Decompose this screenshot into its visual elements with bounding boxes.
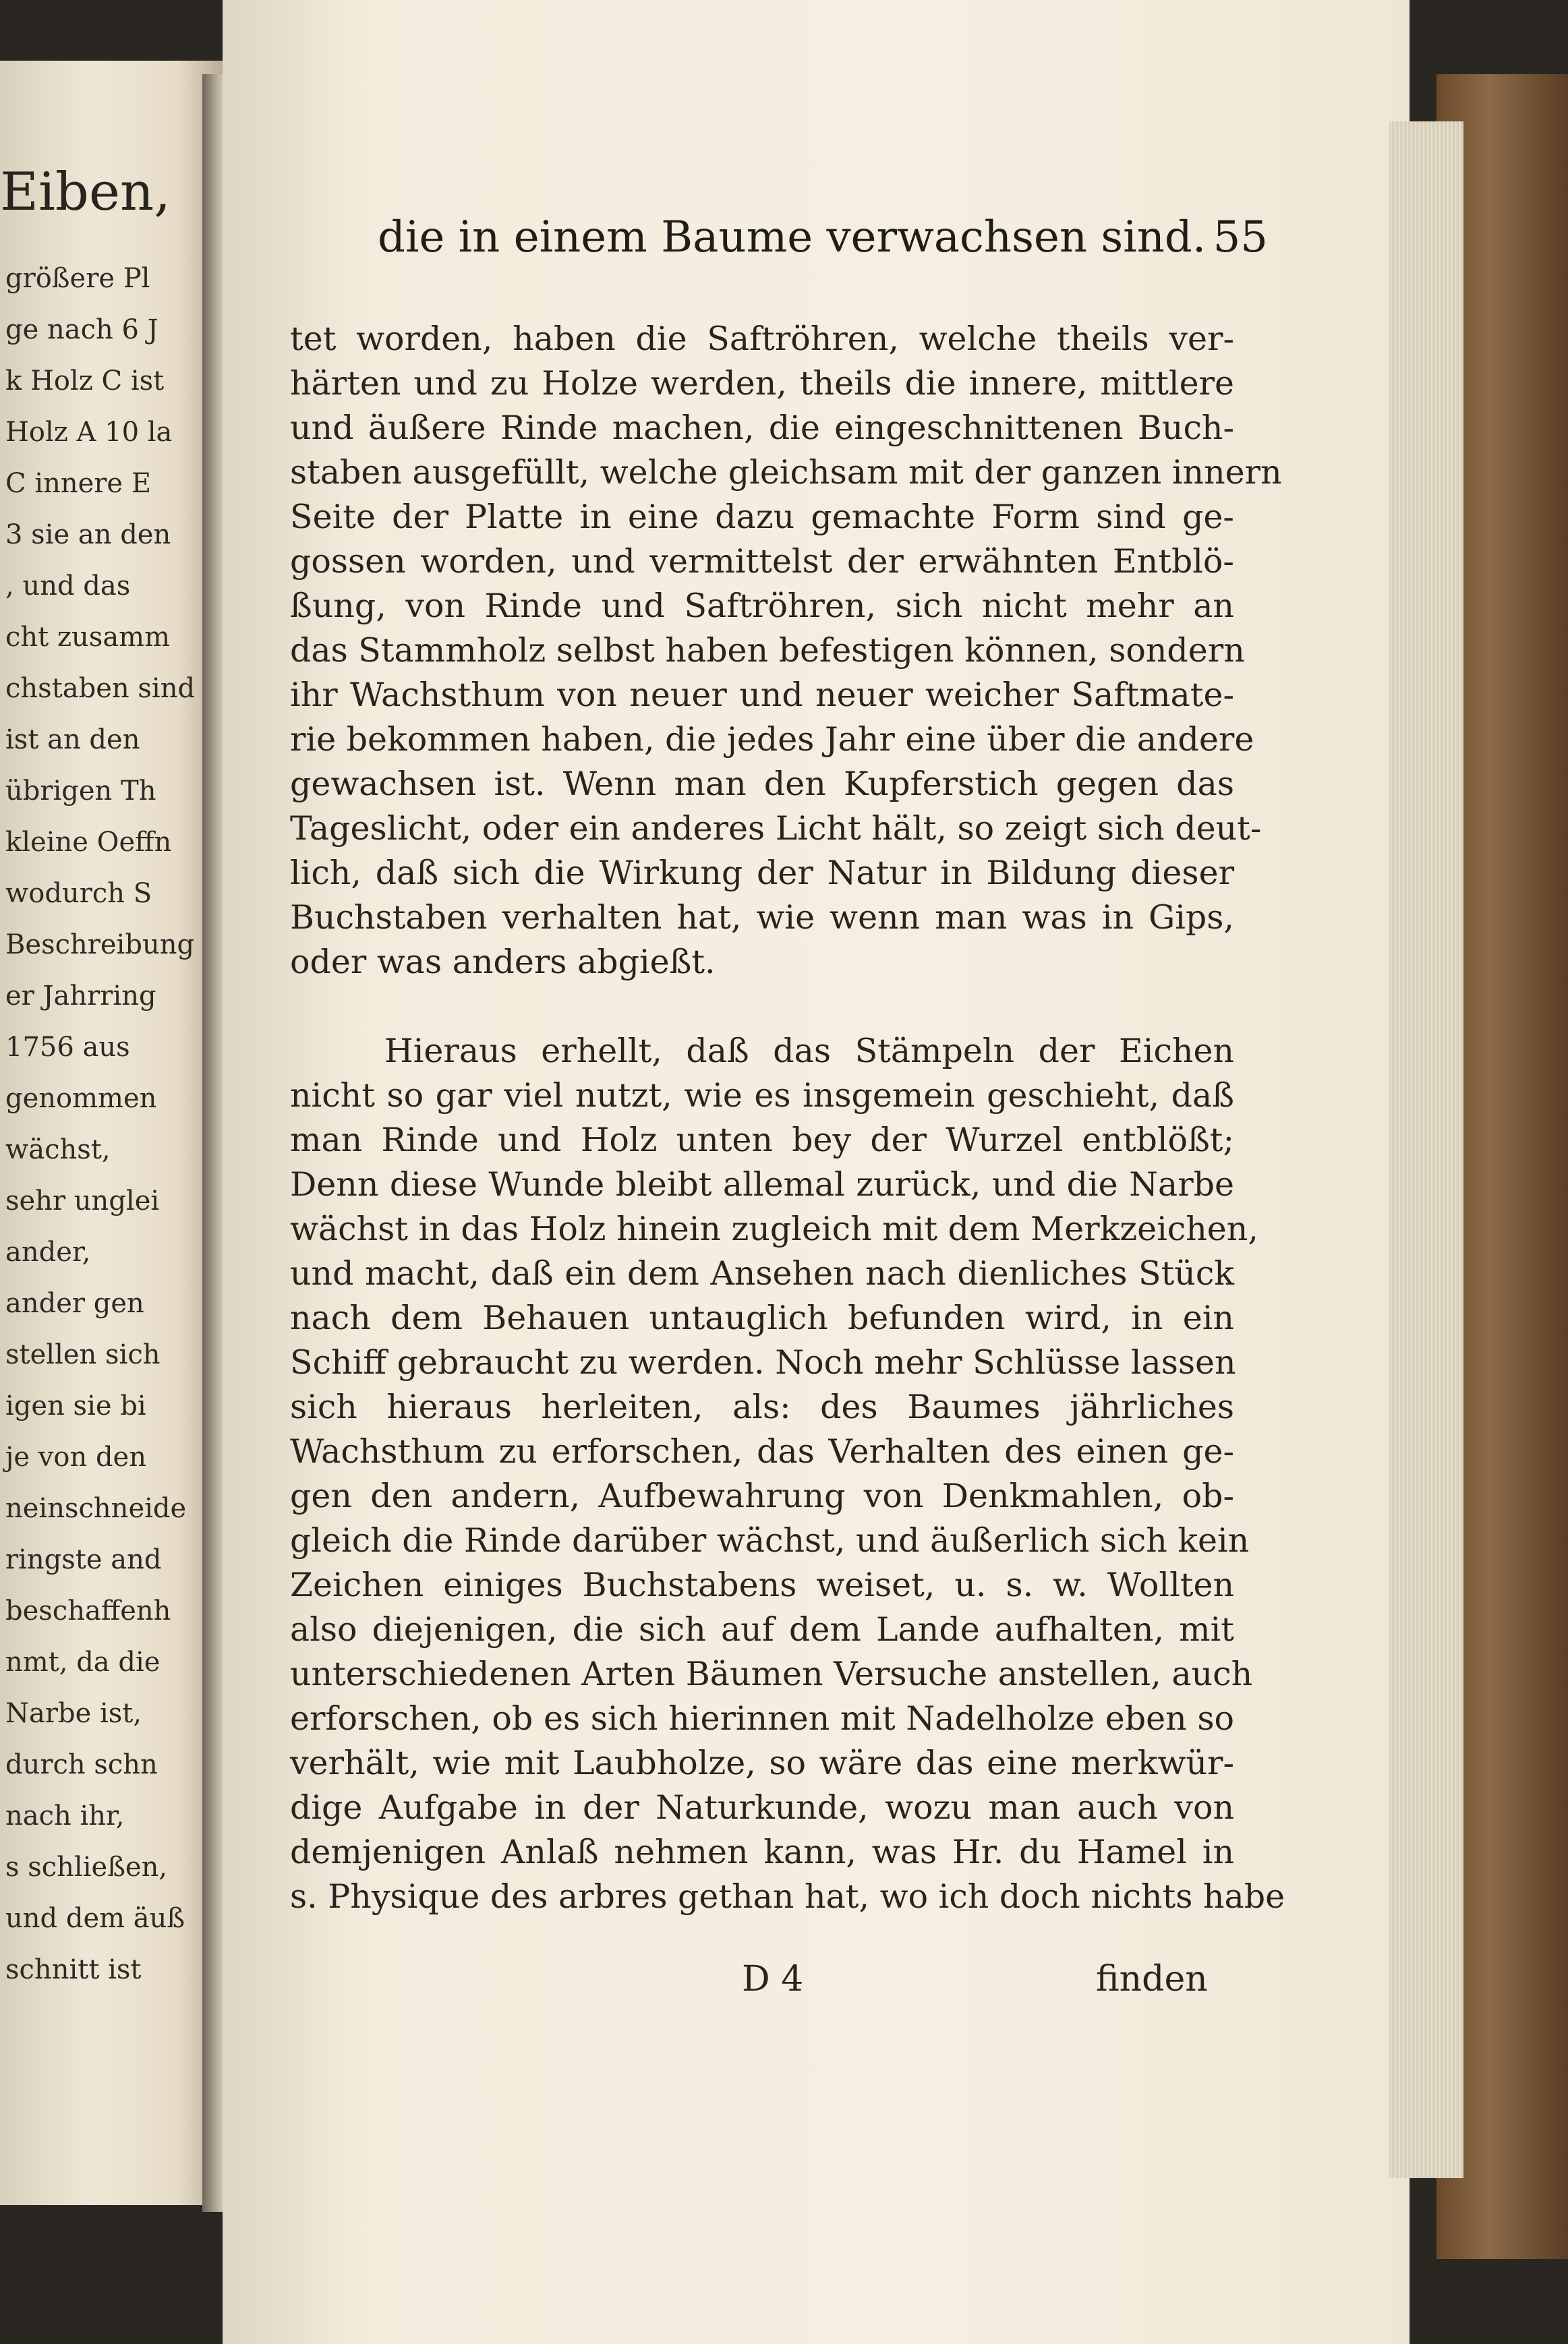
text-line: Schiff gebraucht zu werden. Noch mehr Schlüsse lassen (290, 1343, 1236, 1382)
text-line: s. Physique des arbres gethan hat, wo ich doch nichts habe (290, 1877, 1285, 1916)
left-page-fragment: cht zusamm (5, 622, 171, 653)
text-line: härten und zu Holze werden, theils die innere, mittlere (290, 364, 1234, 403)
left-page-fragment: ringste and (5, 1544, 162, 1575)
left-page-fragment: er Jahrring (5, 980, 156, 1012)
text-line: also diejenigen, die sich auf dem Lande aufhalten, mit (290, 1610, 1234, 1649)
left-page-fragment: ander, (5, 1237, 91, 1268)
text-line: staben ausgefüllt, welche gleichsam mit der ganzen innern (290, 453, 1282, 492)
text-line: lich, daß sich die Wirkung der Natur in Bildung dieser (290, 854, 1234, 892)
text-line: nach dem Behauen untauglich befunden wird, in ein (290, 1299, 1234, 1337)
text-line: demjenigen Anlaß nehmen kann, was Hr. du Hamel in (290, 1833, 1234, 1871)
text-line: oder was anders abgießt. (290, 943, 716, 981)
text-line: Tageslicht, oder ein anderes Licht hält, so zeigt sich deut- (290, 809, 1262, 848)
left-page-fragment: wodurch S (5, 878, 152, 909)
left-page-fragment: beschaffenh (5, 1595, 171, 1627)
left-page-fragment: 3 sie an den (5, 519, 171, 550)
left-page-fragment: Narbe ist, (5, 1698, 142, 1729)
left-page-fragment: chstaben sind (5, 673, 196, 704)
text-line: und macht, daß ein dem Ansehen nach dienliches Stück (290, 1254, 1234, 1293)
left-page-fragment: schnitt ist (5, 1954, 142, 1985)
left-page-fragment: kleine Oeffn (5, 827, 172, 858)
left-page-fragment: s schließen, (5, 1852, 168, 1883)
left-page-fragment: igen sie bi (5, 1390, 146, 1422)
text-line: man Rinde und Holz unten bey der Wurzel entblößt; (290, 1121, 1234, 1159)
signature-mark: D 4 (742, 1959, 804, 1999)
text-line: sich hieraus herleiten, als: des Baumes jährliches (290, 1388, 1234, 1426)
paragraph-2 (290, 1029, 1285, 1919)
left-page-fragment: ander gen (5, 1288, 144, 1319)
text-line: erforschen, ob es sich hierinnen mit Nadelholze eben so (290, 1699, 1234, 1738)
left-page-fragment: sehr unglei (5, 1185, 160, 1217)
left-page-fragment: durch schn (5, 1749, 158, 1780)
body-text (290, 317, 1285, 1919)
text-line: Buchstaben verhalten hat, wie wenn man was in Gips, (290, 898, 1234, 937)
left-page-fragment: C innere E (5, 468, 152, 499)
text-line: verhält, wie mit Laubholze, so wäre das eine merkwür- (290, 1744, 1234, 1782)
page-fore-edge (1389, 121, 1463, 2178)
left-page-header: Eiben, (0, 162, 171, 223)
paragraph-1 (290, 317, 1282, 985)
left-page-fragment: nach ihr, (5, 1800, 125, 1832)
text-line: Seite der Platte in eine dazu gemachte Form sind ge- (290, 498, 1234, 536)
text-line: Zeichen einiges Buchstabens weiset, u. s. w. Wollten (290, 1566, 1234, 1604)
text-line: tet worden, haben die Saftröhren, welche theils ver- (290, 320, 1234, 358)
left-page-fragment: und dem äuß (5, 1903, 185, 1934)
text-line: gewachsen ist. Wenn man den Kupferstich gegen das (290, 765, 1234, 803)
text-line: nicht so gar viel nutzt, wie es insgemein geschieht, daß (290, 1076, 1234, 1115)
text-line: ihr Wachsthum von neuer und neuer weicher Saftmate- (290, 676, 1234, 714)
text-line: dige Aufgabe in der Naturkunde, wozu man auch von (290, 1788, 1234, 1827)
text-line: Wachsthum zu erforschen, das Verhalten des einen ge- (290, 1432, 1234, 1471)
left-page-fragment: Holz A 10 la (5, 417, 173, 448)
left-page-fragment: nmt, da die (5, 1647, 161, 1678)
text-line: das Stammholz selbst haben befestigen können, sondern (290, 631, 1245, 670)
left-page-fragment: , und das (5, 570, 131, 602)
text-line: ßung, von Rinde und Saftröhren, sich nicht mehr an (290, 587, 1234, 625)
left-page-fragment: größere Pl (5, 263, 150, 294)
text-line: wächst in das Holz hinein zugleich mit dem Merkzeichen, (290, 1210, 1258, 1248)
left-page-fragment: übrigen Th (5, 775, 156, 807)
left-page-fragment: wächst, (5, 1134, 111, 1165)
text-line: rie bekommen haben, die jedes Jahr eine über die andere (290, 720, 1254, 759)
text-line: gen den andern, Aufbewahrung von Denkmahlen, ob- (290, 1477, 1234, 1515)
text-line: gossen worden, und vermittelst der erwähnten Entblö- (290, 542, 1234, 581)
page-number: 55 (1213, 212, 1268, 262)
text-line: gleich die Rinde darüber wächst, und äußerlich sich kein (290, 1521, 1250, 1560)
text-line: Hieraus erhellt, daß das Stämpeln der Eichen (384, 1032, 1234, 1070)
left-page-fragment: neinschneide (5, 1493, 187, 1524)
left-page-fragment: Beschreibung (5, 929, 195, 960)
left-page-fragment: ist an den (5, 724, 140, 755)
left-page-fragment: stellen sich (5, 1339, 161, 1370)
left-page (0, 61, 223, 2205)
text-line: und äußere Rinde machen, die eingeschnittenen Buch- (290, 409, 1234, 447)
left-page-fragment: je von den (5, 1442, 146, 1473)
catchword: finden (1096, 1959, 1208, 1999)
left-page-fragment: 1756 aus (5, 1032, 130, 1063)
running-title: die in einem Baume verwachsen sind. (378, 212, 1207, 262)
left-page-fragment: k Holz C ist (5, 365, 165, 397)
left-page-fragment: genommen (5, 1083, 157, 1114)
text-line: unterschiedenen Arten Bäumen Versuche anstellen, auch (290, 1655, 1253, 1693)
left-page-fragment: ge nach 6 J (5, 314, 158, 345)
text-line: Denn diese Wunde bleibt allemal zurück, und die Narbe (290, 1165, 1234, 1204)
